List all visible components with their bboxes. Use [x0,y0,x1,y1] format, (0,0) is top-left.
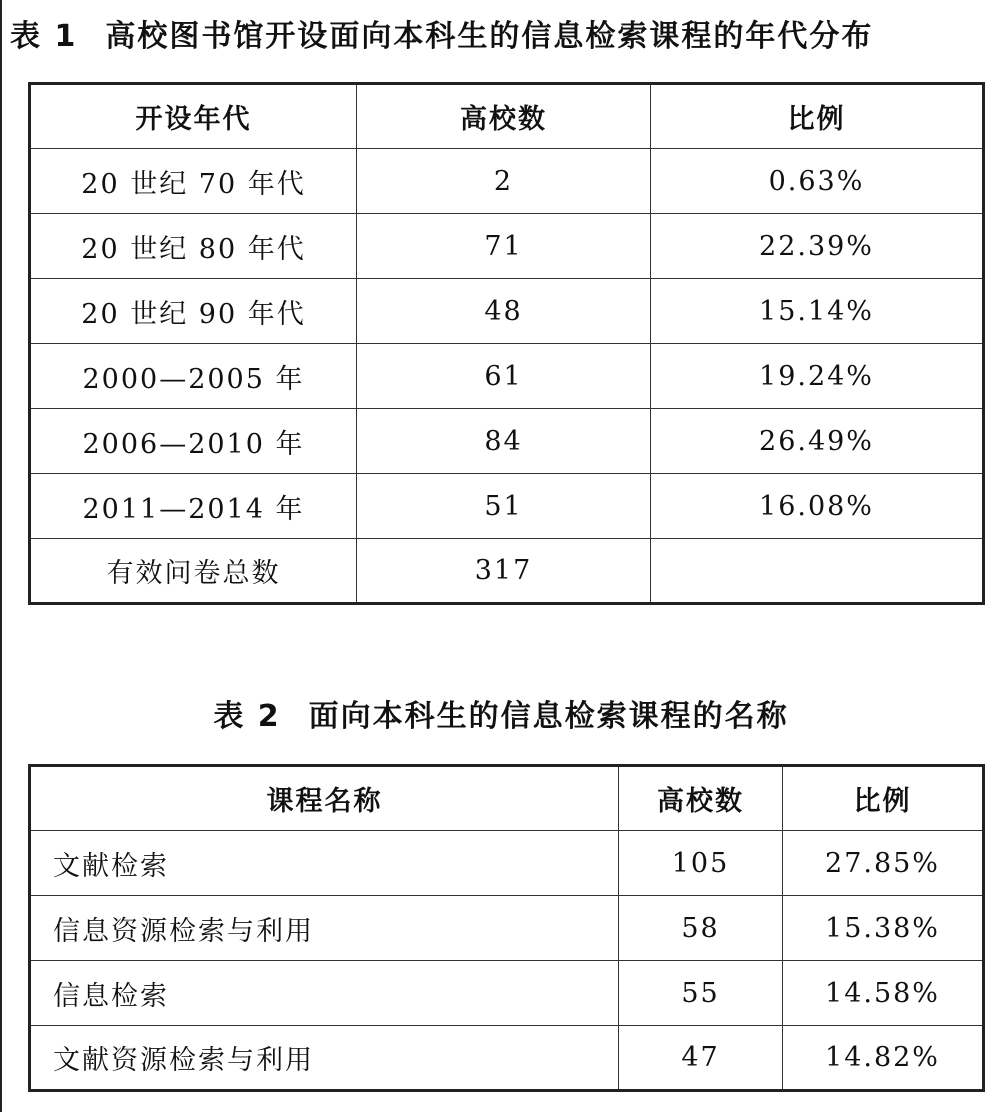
table2-caption [0,697,1002,737]
table-cell: 71 [357,214,651,279]
table1-header-cell: 比例 [651,84,984,149]
table-cell [651,539,984,604]
table-row [30,1026,984,1091]
table-cell: 有效问卷总数 [30,539,357,604]
table1-header-row [30,84,984,149]
table-cell: 20 世纪 90 年代 [30,279,357,344]
table2-number: 表 2 [213,699,281,734]
table2-header-cell: 课程名称 [30,766,619,831]
table-cell: 20 世纪 70 年代 [30,149,357,214]
table-row [30,896,984,961]
table1 [28,82,985,605]
table-cell: 48 [357,279,651,344]
table-cell: 22.39% [651,214,984,279]
table-cell: 19.24% [651,344,984,409]
table-cell: 14.82% [783,1026,984,1091]
table-cell: 105 [619,831,783,896]
table1-title: 高校图书馆开设面向本科生的信息检索课程的年代分布 [105,19,874,54]
table2-title: 面向本科生的信息检索课程的名称 [308,699,789,734]
table-row [30,474,984,539]
table-row [30,214,984,279]
table1-caption [10,17,873,57]
table-cell: 317 [357,539,651,604]
table2-header-cell: 高校数 [619,766,783,831]
table-cell: 15.14% [651,279,984,344]
table-cell: 0.63% [651,149,984,214]
table-cell: 文献资源检索与利用 [30,1026,619,1091]
table-cell: 15.38% [783,896,984,961]
table-cell: 信息资源检索与利用 [30,896,619,961]
table-row [30,279,984,344]
table2 [28,764,985,1092]
table-row [30,539,984,604]
table-row [30,831,984,896]
table-cell: 84 [357,409,651,474]
table-cell: 47 [619,1026,783,1091]
table-cell: 文献检索 [30,831,619,896]
table1-number: 表 1 [10,19,78,54]
table-cell: 58 [619,896,783,961]
table-cell: 2006—2010 年 [30,409,357,474]
table-cell: 51 [357,474,651,539]
table2-header-row [30,766,984,831]
table-cell: 2011—2014 年 [30,474,357,539]
table-cell: 信息检索 [30,961,619,1026]
table-cell: 26.49% [651,409,984,474]
table1-header-cell: 高校数 [357,84,651,149]
table-cell: 2 [357,149,651,214]
table-row [30,344,984,409]
table-cell: 14.58% [783,961,984,1026]
table-row [30,149,984,214]
table-cell: 27.85% [783,831,984,896]
table-cell: 61 [357,344,651,409]
table-row [30,961,984,1026]
table-row [30,409,984,474]
table-cell: 55 [619,961,783,1026]
table-cell: 20 世纪 80 年代 [30,214,357,279]
table2-header-cell: 比例 [783,766,984,831]
table1-header-cell: 开设年代 [30,84,357,149]
page-left-border [0,0,2,1112]
table-cell: 2000—2005 年 [30,344,357,409]
table-cell: 16.08% [651,474,984,539]
